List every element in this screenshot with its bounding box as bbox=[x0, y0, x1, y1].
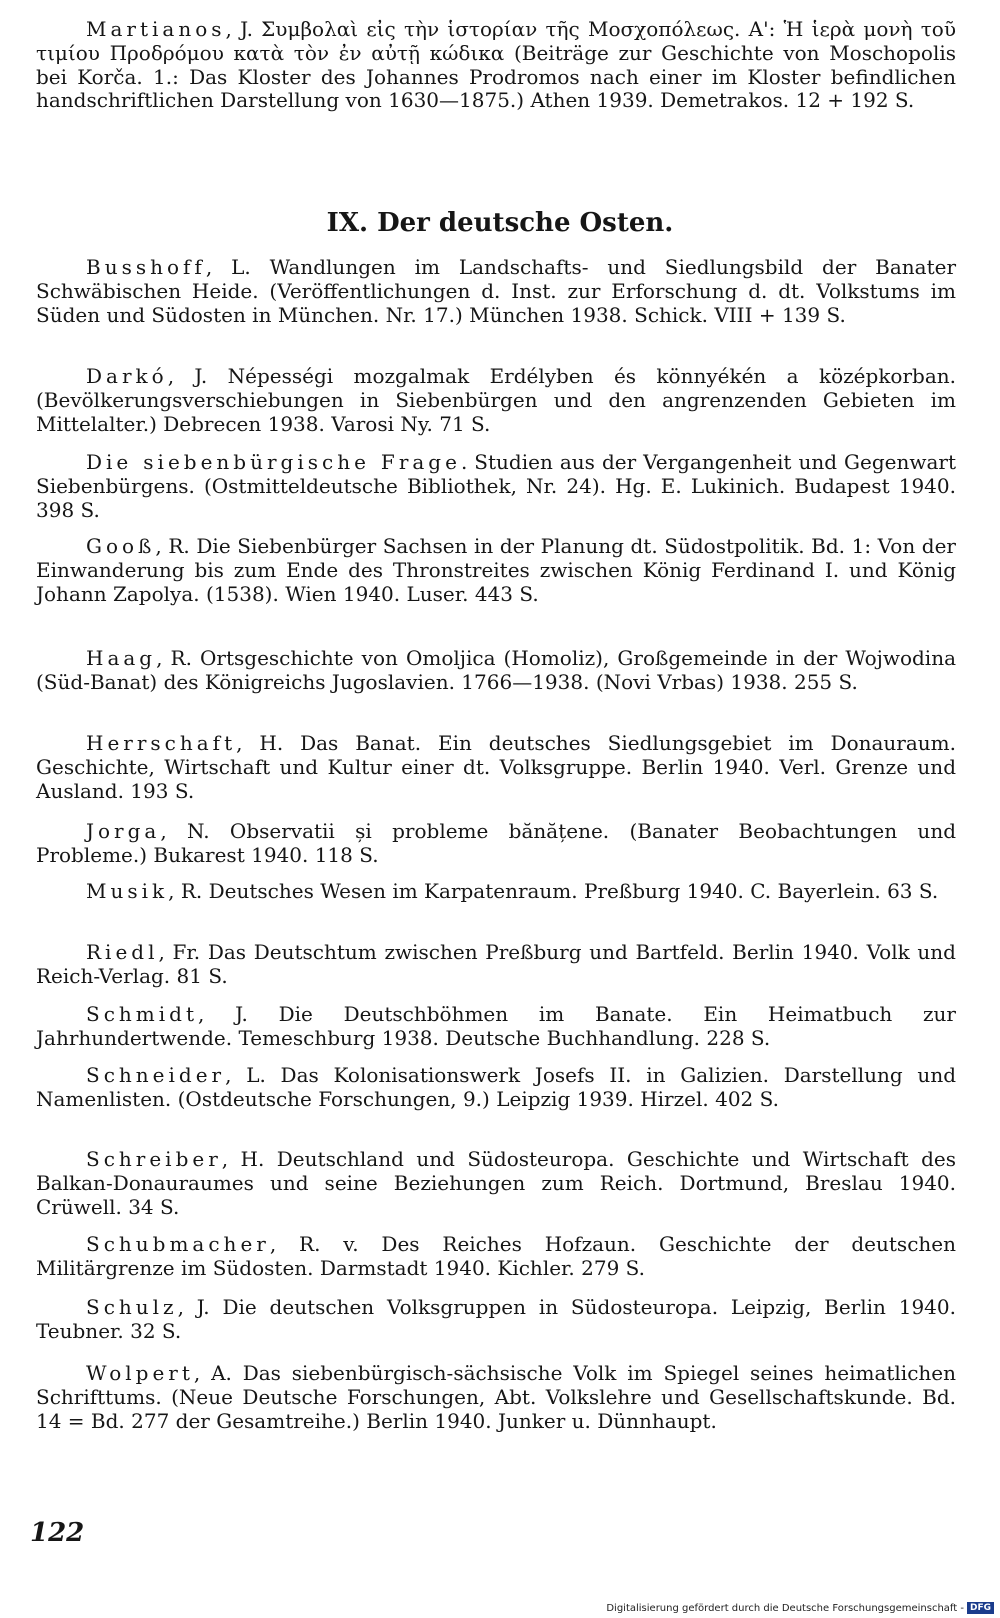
bibliography-entry bbox=[36, 535, 956, 606]
bibliography-entry bbox=[36, 18, 956, 113]
entry-text: , R. v. Des Reiches Hofzaun. Geschichte der deutschen Militärgrenze im Südosten. Darmstadt 1940. Kichler. 279 S. bbox=[36, 1232, 956, 1280]
entry-author: Darkó bbox=[86, 364, 168, 388]
entry-author: Martianos bbox=[86, 17, 226, 41]
bibliography-entry bbox=[36, 1362, 956, 1433]
bibliography-entry bbox=[36, 1296, 956, 1344]
entry-author: Riedl bbox=[86, 940, 159, 964]
entry-text: . Studien aus der Vergangenheit und Gegenwart Siebenbürgens. (Ostmitteldeutsche Bibliothek, Nr. 24). Hg. E. Lukinich. Budapest 1940. 398 S. bbox=[36, 450, 956, 522]
entry-text: , R. Deutsches Wesen im Karpatenraum. Preßburg 1940. C. Bayerlein. 63 S. bbox=[168, 879, 939, 903]
entry-author: Herrschaft bbox=[86, 731, 237, 755]
bibliography-entry bbox=[36, 820, 956, 868]
entry-author: Die siebenbürgische Frage bbox=[86, 450, 461, 474]
entry-text: , J. Népességi mozgalmak Erdélyben és könnyékén a középkorban. (Bevölkerungsverschiebungen in Siebenbürgen und den angrenzenden Gebieten im Mittelalter.) Debrecen 1938. Varosi Ny. 71 S. bbox=[36, 364, 956, 436]
bibliography-entry bbox=[36, 451, 956, 522]
entry-text: , H. Das Banat. Ein deutsches Siedlungsgebiet im Donauraum. Geschichte, Wirtschaft und Kultur einer dt. Volksgruppe. Berlin 1940. Verl. Grenze und Ausland. 193 S. bbox=[36, 731, 956, 803]
bibliography-entry bbox=[36, 1148, 956, 1219]
footer-text: Digitalisierung gefördert durch die Deutsche Forschungsgemeinschaft - bbox=[606, 1602, 964, 1614]
entry-text: , A. Das siebenbürgisch-sächsische Volk im Spiegel seines heimatlichen Schrifttums. (Neue Deutsche Forschungen, Abt. Volkslehre und Gesellschaftskunde. Bd. 14 = Bd. 277 der Gesamtreihe.) Berlin 1940. Junker u. Dünnhaupt. bbox=[36, 1361, 956, 1433]
entry-text: , L. Das Kolonisationswerk Josefs II. in Galizien. Darstellung und Namenlisten. (Ostdeutsche Forschungen, 9.) Leipzig 1939. Hirzel. 402 S. bbox=[36, 1063, 956, 1111]
bibliography-entry bbox=[36, 647, 956, 695]
section-heading: IX. Der deutsche Osten. bbox=[326, 208, 674, 238]
entry-author: Schulz bbox=[86, 1295, 178, 1319]
entry-author: Schreiber bbox=[86, 1147, 222, 1171]
bibliography-entry bbox=[36, 365, 956, 436]
bibliography-entry bbox=[36, 941, 956, 989]
entry-text: , R. Die Siebenbürger Sachsen in der Planung dt. Südostpolitik. Bd. 1: Von der Einwanderung bis zum Ende des Thronstreites zwischen König Ferdinand I. und König Johann Zapolya. (1538). Wien 1940. Luser. 443 S. bbox=[36, 534, 956, 606]
entry-author: Schneider bbox=[86, 1063, 226, 1087]
bibliography-entry bbox=[36, 1233, 956, 1281]
dfg-logo-icon: DFG bbox=[967, 1602, 994, 1614]
entry-author: Gooß bbox=[86, 534, 156, 558]
bibliography-entry bbox=[36, 1003, 956, 1051]
entry-text: , J. Die Deutschböhmen im Banate. Ein Heimatbuch zur Jahrhundertwende. Temeschburg 1938. Deutsche Buchhandlung. 228 S. bbox=[36, 1002, 956, 1050]
entry-author: Schmidt bbox=[86, 1002, 198, 1026]
bibliography-entry bbox=[36, 256, 956, 327]
entry-author: Haag bbox=[86, 646, 157, 670]
entry-author: Jorga bbox=[86, 819, 161, 843]
entry-text: , R. Ortsgeschichte von Omoljica (Homoliz), Großgemeinde in der Wojwodina (Süd-Banat) des Königreichs Jugoslavien. 1766—1938. (Novi Vrbas) 1938. 255 S. bbox=[36, 646, 956, 694]
page-number: 122 bbox=[30, 1518, 85, 1548]
entry-author: Busshoff bbox=[86, 255, 206, 279]
bibliography-entry bbox=[36, 732, 956, 803]
entry-author: Musik bbox=[86, 879, 169, 903]
entry-text: , N. Observatii și probleme bănățene. (Banater Beobachtungen und Probleme.) Bukarest 1940. 118 S. bbox=[36, 819, 956, 867]
bibliography-entry bbox=[36, 1064, 956, 1112]
digitization-footer bbox=[606, 1602, 994, 1614]
entry-text: , J. Die deutschen Volksgruppen in Südosteuropa. Leipzig, Berlin 1940. Teubner. 32 S. bbox=[36, 1295, 956, 1343]
entry-text: , Fr. Das Deutschtum zwischen Preßburg und Bartfeld. Berlin 1940. Volk und Reich-Verlag. 81 S. bbox=[36, 940, 956, 988]
entry-text: , J. Συμβολαὶ εἰς τὴν ἱστορίαν τῆς Μοσχοπόλεως. Α': Ἡ ἱερὰ μονὴ τοῦ τιμίου Προδρόμου κατὰ τὸν ἐν αὐτῇ κώδικα (Beiträge zur Geschichte von Moschopolis bei Korča. 1.: Das Kloster des Johannes Prodromos nach einer im Kloster befindlichen handschriftlichen Darstellung von 1630—1875.) Athen 1939. Demetrakos. 12 + 192 S. bbox=[36, 17, 956, 113]
entry-text: , H. Deutschland und Südosteuropa. Geschichte und Wirtschaft des Balkan-Donauraumes und seine Beziehungen zum Reich. Dortmund, Breslau 1940. Crüwell. 34 S. bbox=[36, 1147, 956, 1219]
entry-author: Schubmacher bbox=[86, 1232, 270, 1256]
bibliography-entry bbox=[36, 880, 956, 904]
entry-text: , L. Wandlungen im Landschafts- und Siedlungsbild der Banater Schwäbischen Heide. (Veröffentlichungen d. Inst. zur Erforschung d. dt. Volkstums im Süden und Südosten in München. Nr. 17.) München 1938. Schick. VIII + 139 S. bbox=[36, 255, 956, 327]
entry-author: Wolpert bbox=[86, 1361, 194, 1385]
